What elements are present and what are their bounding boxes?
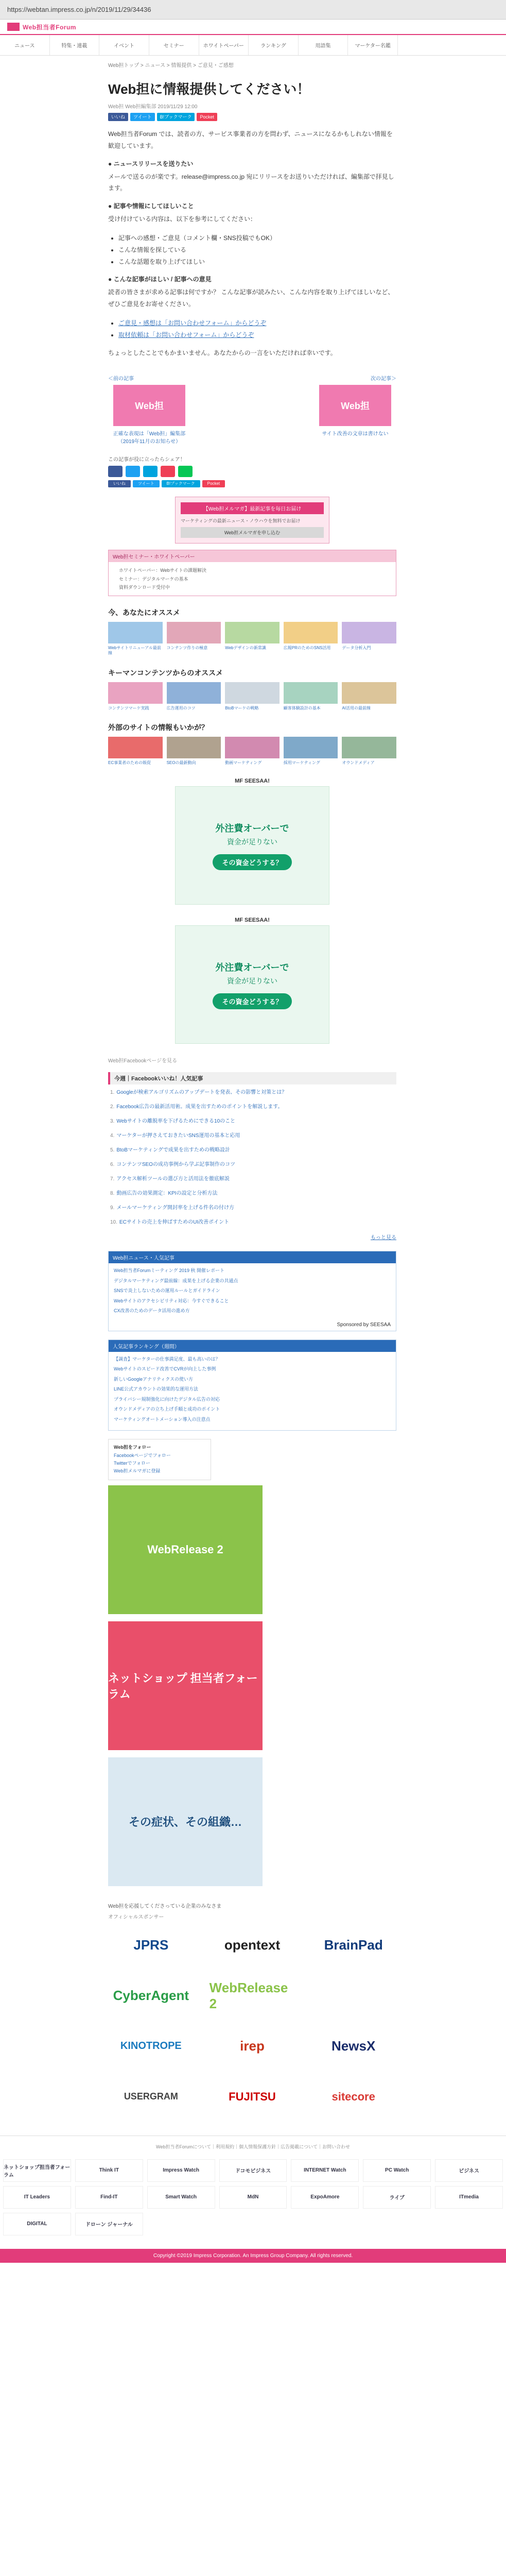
page-title: Web担に情報提供してください！: [108, 81, 310, 97]
seminar-link[interactable]: セミナー：デジタルマーケの基本: [119, 576, 188, 582]
recommend-tile[interactable]: Webサイトリニューアル最前線: [108, 622, 163, 656]
sponsored-label: Sponsored by SEESAA: [337, 1321, 391, 1328]
site-logo-icon[interactable]: [7, 23, 20, 31]
netshop-banner[interactable]: ネットショップ 担当者フォーラム: [108, 1621, 263, 1750]
follow-heading: Web担をフォロー: [114, 1445, 151, 1450]
gnav-item[interactable]: ニュース: [0, 35, 50, 55]
weekly-ranking-link[interactable]: オウンドメディアの立ち上げ手順と成功のポイント: [114, 1406, 220, 1412]
brand-header: [0, 20, 506, 35]
news-link[interactable]: デジタルマーケティング最前線：成果を上げる企業の共通点: [114, 1278, 238, 1283]
partner-logo[interactable]: ドローン ジャーナル: [75, 2213, 143, 2235]
news-box: [108, 1251, 396, 1331]
keyman-title: キーマンコンテンツからのオススメ: [108, 668, 223, 677]
ranking-list: [108, 1089, 396, 1227]
ranking-item[interactable]: 9. メールマーケティング開封率を上げる件名の付け方: [110, 1205, 234, 1211]
tile-image[interactable]: [225, 682, 280, 704]
external-tile[interactable]: オウンドメディア: [342, 737, 396, 766]
hatena-share-button[interactable]: B!ブックマーク: [157, 113, 195, 121]
gnav-item[interactable]: ホワイトペーパー: [199, 35, 249, 55]
external-tile[interactable]: 動画マーケティング: [225, 737, 280, 766]
copyright: Copyright ©2019 Impress Corporation. An Impress Group Company. All rights reserved.: [0, 2249, 506, 2263]
weekly-ranking-box: [108, 1340, 396, 1431]
weekly-ranking-link[interactable]: LINE公式アカウントの効果的な運用方法: [114, 1386, 198, 1392]
article-caption[interactable]: 正確な表現は「Web担」編集部（2019年11月のお知らせ）: [113, 431, 186, 445]
follow-box: [108, 1439, 211, 1480]
external-title: 外部のサイトの情報もいかが？: [108, 723, 209, 732]
ad-brand: MF SEESAA!: [235, 917, 270, 924]
tweet-button[interactable]: ツイート: [133, 480, 160, 487]
weekly-ranking-link[interactable]: プライバシー規制強化に向けたデジタル広告の対応: [114, 1396, 220, 1402]
keyman-tile[interactable]: BtoBマーケの戦略: [225, 682, 280, 711]
weekly-ranking-link[interactable]: マーケティングオートメーション導入の注意点: [114, 1416, 211, 1422]
share-counters: [108, 480, 396, 487]
follow-link[interactable]: Facebookページでフォロー: [114, 1452, 171, 1458]
ranking-item[interactable]: 2. Facebook広告の最新活用術。成果を出すためのポイントを解説します。: [110, 1104, 283, 1110]
ranking-item[interactable]: 6. コンテンツSEOの成功事例から学ぶ記事制作のコツ: [110, 1162, 235, 1168]
partner-logo[interactable]: Find-IT: [75, 2186, 143, 2209]
weekly-ranking-link[interactable]: Webサイトのスピード改善でCVRが向上した事例: [114, 1366, 216, 1372]
section-heading: ● こんな記事がほしい / 記事への意見: [108, 276, 212, 283]
closing-paragraph: ちょっとしたことでもかまいません。あなたからの一言をいただければ幸いです。: [108, 349, 337, 357]
prev-next-articles: [108, 374, 396, 445]
sponsor-label: オフィシャルスポンサー: [108, 1914, 164, 1920]
bullet-list: [118, 232, 396, 267]
facebook-icon[interactable]: [108, 466, 123, 477]
keyman-grid: [108, 682, 396, 711]
site-footer: [0, 2136, 506, 2263]
prev-article-card[interactable]: [108, 374, 190, 445]
tile-image[interactable]: [284, 682, 338, 704]
next-label[interactable]: 次の記事＞: [371, 376, 396, 382]
partner-logo[interactable]: Think IT: [75, 2159, 143, 2182]
external-tile[interactable]: SEOの最新動向: [167, 737, 221, 766]
bookmark-button[interactable]: B!ブックマーク: [162, 480, 200, 487]
article-meta: Web担 Web担編集部 2019/11/29 12:00: [108, 104, 198, 110]
gnav-item[interactable]: ランキング: [249, 35, 299, 55]
more-link[interactable]: もっと見る: [371, 1235, 396, 1241]
recommend-tile[interactable]: 広報PRのためのSNS活用: [284, 622, 338, 656]
sponsor-note: Web担を応援してくださっている企業のみなさま: [108, 1903, 222, 1909]
intro-paragraph: Web担当者Forum では、読者の方、サービス事業者の方を問わず、ニュースになるかもしれない情報を歓迎しています。: [108, 130, 393, 149]
sponsor-logo[interactable]: KINOTROPE: [120, 2040, 182, 2052]
breadcrumb[interactable]: Web担トップ > ニュース > 情報提供 > ご意見・ご感想: [108, 63, 234, 69]
partner-logo[interactable]: ExpoAmore: [291, 2186, 359, 2209]
tile-image[interactable]: [284, 737, 338, 758]
promo-heading: 【Web担メルマガ】最新記事を毎日お届け: [181, 502, 324, 514]
ad-cta-button[interactable]: その資金どうする？: [213, 854, 291, 870]
partner-logo[interactable]: DIGITAL: [3, 2213, 71, 2235]
keyman-tile[interactable]: 顧客体験設計の基本: [284, 682, 338, 711]
weekly-ranking-heading: 人気記事ランキング（週間）: [109, 1340, 396, 1352]
news-link[interactable]: CX改善のためのデータ活用の進め方: [114, 1308, 190, 1314]
external-grid: [108, 737, 396, 766]
recommend-grid: [108, 622, 396, 656]
recommend-tile[interactable]: Webデザインの新常識: [225, 622, 280, 656]
tile-image[interactable]: [342, 682, 396, 704]
gnav-item[interactable]: マーケター名鑑: [348, 35, 398, 55]
ad-creative[interactable]: 外注費オーバーで 資金が足りない その資金どうする？: [175, 925, 329, 1044]
ranking-item[interactable]: 3. Webサイトの離脱率を下げるためにできる10のこと: [110, 1118, 236, 1125]
section-heading: ● 記事や情報にしてほしいこと: [108, 202, 194, 210]
keyman-tile[interactable]: AI活用の最前線: [342, 682, 396, 711]
partner-logo[interactable]: Impress Watch: [147, 2159, 215, 2182]
recommend-title: 今、あなたにオススメ: [108, 608, 180, 617]
main-column: [108, 79, 396, 2115]
prev-label[interactable]: ＜前の記事: [108, 376, 134, 382]
news-heading: Web担ニュース・人気記事: [109, 1251, 396, 1263]
follow-link[interactable]: Web担メルマガに登録: [114, 1468, 161, 1474]
follow-link[interactable]: Twitterでフォロー: [114, 1461, 151, 1466]
news-link[interactable]: Web担当者Forumミーティング 2019 秋 開催レポート: [114, 1268, 224, 1274]
contact-link[interactable]: ご意見・感想は「お問い合わせフォーム」からどうぞ: [118, 319, 267, 327]
line-icon[interactable]: [178, 466, 193, 477]
advertisement[interactable]: [175, 917, 329, 1044]
weekly-ranking-link[interactable]: 【調査】マーケターの仕事満足度、最も高いのは？: [114, 1356, 220, 1362]
sponsor-logo[interactable]: sitecore: [331, 2090, 375, 2103]
article-caption[interactable]: サイト改善の文章は書けない: [322, 431, 389, 437]
news-link[interactable]: Webサイトのアクセシビリティ対応：今すぐできること: [114, 1298, 229, 1303]
seminar-link[interactable]: ホワイトペーパー：Webサイトの課題解決: [119, 568, 206, 573]
twitter-share-button[interactable]: ツイート: [130, 113, 155, 121]
gnav-item[interactable]: イベント: [99, 35, 149, 55]
tile-image[interactable]: [167, 682, 221, 704]
list-item: • こんな話題を取り上げてほしい: [118, 256, 396, 268]
sponsor-logo[interactable]: JPRS: [133, 1937, 169, 1953]
tile-image[interactable]: [167, 737, 221, 758]
partner-logo[interactable]: ネットショップ担当者フォーラム: [3, 2159, 71, 2182]
url-text: https://webtan.impress.co.jp/n/2019/11/29/34436: [7, 6, 151, 13]
ranking-item[interactable]: 1. Googleが検索アルゴリズムのアップデートを発表、その影響と対策とは？: [110, 1090, 287, 1096]
sponsor-logo[interactable]: WebRelease 2: [209, 1979, 288, 2011]
gnav-item[interactable]: 特集・連載: [50, 35, 100, 55]
partner-logo[interactable]: ビジネス: [435, 2159, 503, 2182]
external-tile[interactable]: EC事業者のための販促: [108, 737, 163, 766]
ranking-item[interactable]: 8. 動画広告の効果測定：KPIの設定と分析方法: [110, 1191, 218, 1197]
seminar-link[interactable]: 資料ダウンロード受付中: [119, 584, 170, 590]
section-paragraph: メールで送るのが楽です。release@impress.co.jp 宛にリリースをお送りいただければ、編集部で拝見します。: [108, 173, 394, 192]
external-tile[interactable]: 採用マーケティング: [284, 737, 338, 766]
footer-links[interactable]: Web担当者Forumについて｜利用規約｜個人情報保護方針｜広告掲載について｜お問い合わせ: [156, 2144, 350, 2149]
ad-cta-button[interactable]: その資金どうする？: [213, 993, 291, 1009]
tile-image[interactable]: [167, 622, 221, 643]
tile-image[interactable]: [108, 737, 163, 758]
partner-logo[interactable]: PC Watch: [363, 2159, 431, 2182]
pocket-button[interactable]: Pocket: [202, 480, 225, 487]
recommend-tile[interactable]: コンテンツ作りの極意: [167, 622, 221, 656]
sponsor-logo[interactable]: NewsX: [331, 2038, 376, 2054]
tile-image[interactable]: [342, 737, 396, 758]
keyman-tile[interactable]: 広告運用のコツ: [167, 682, 221, 711]
ranking-item[interactable]: 10. ECサイトの売上を伸ばすためのUI改善ポイント: [110, 1219, 230, 1226]
sponsor-logo[interactable]: USERGRAM: [124, 2091, 178, 2102]
ad-creative[interactable]: 外注費オーバーで 資金が足りない その資金どうする？: [175, 786, 329, 905]
seminar-heading: Web担セミナー・ホワイトペーパー: [109, 550, 396, 562]
webrelease-banner[interactable]: WebRelease 2: [108, 1485, 263, 1614]
sponsor-logo[interactable]: opentext: [224, 1937, 281, 1953]
section-paragraph: 受け付けている内容は、以下を参考にしてください：: [108, 215, 257, 223]
like-button[interactable]: いいね: [108, 480, 131, 487]
seminar-box: [108, 550, 396, 596]
hatena-icon[interactable]: [143, 466, 158, 477]
news-link[interactable]: SNSで炎上しないための運用ルールとガイドライン: [114, 1288, 220, 1294]
partner-logo[interactable]: INTERNET Watch: [291, 2159, 359, 2182]
facebook-page-link[interactable]: Web担Facebookページを見る: [108, 1058, 178, 1064]
ranking-item[interactable]: 4. マーケターが押さえておきたいSNS運用の基本と応用: [110, 1133, 240, 1139]
tile-image[interactable]: [284, 622, 338, 643]
partner-logo[interactable]: MdN: [219, 2186, 287, 2209]
partner-logos: [0, 2159, 506, 2235]
article-thumbnail[interactable]: Web担: [319, 385, 391, 426]
article-thumbnail[interactable]: Web担: [113, 385, 185, 426]
partner-logo[interactable]: ドコモビジネス: [219, 2159, 287, 2182]
newsletter-promo: [175, 497, 329, 544]
social-icons: [108, 466, 396, 477]
browser-address-bar[interactable]: [0, 0, 506, 20]
recommend-tile[interactable]: データ分析入門: [342, 622, 396, 656]
sponsor-logo[interactable]: BrainPad: [324, 1937, 383, 1953]
bullet-list: [118, 317, 396, 341]
consulting-banner[interactable]: その症状、その組織…: [108, 1757, 263, 1886]
banner-ads: [108, 1485, 263, 1886]
pocket-icon[interactable]: [161, 466, 175, 477]
ranking-item[interactable]: 7. アクセス解析ツールの選び方と活用法を徹底解説: [110, 1176, 230, 1182]
facebook-share-button[interactable]: いいね: [108, 113, 128, 121]
sponsor-logo[interactable]: CyberAgent: [113, 1988, 189, 2004]
partner-logo[interactable]: ライブ: [363, 2186, 431, 2209]
gnav-item[interactable]: セミナー: [149, 35, 199, 55]
weekly-ranking-link[interactable]: 新しいGoogleアナリティクスの使い方: [114, 1376, 194, 1382]
keyman-tile[interactable]: コンテンツマーケ実践: [108, 682, 163, 711]
contact-link[interactable]: 取材依頼は「お問い合わせフォーム」からどうぞ: [118, 331, 254, 338]
sponsor-logo: [310, 1978, 396, 2014]
ad-brand: MF SEESAA!: [235, 778, 270, 785]
gnav-item[interactable]: 用語集: [299, 35, 348, 55]
promo-text: マーケティングの最新ニュース・ノウハウを無料でお届け: [181, 518, 301, 524]
site-name[interactable]: Web担当者Forum: [23, 23, 76, 31]
sponsor-logo[interactable]: FUJITSU: [229, 2090, 276, 2103]
partner-logo[interactable]: Smart Watch: [147, 2186, 215, 2209]
twitter-icon[interactable]: [126, 466, 140, 477]
share-buttons: [108, 113, 396, 121]
partner-logo[interactable]: ITmedia: [435, 2186, 503, 2209]
partner-logo[interactable]: IT Leaders: [3, 2186, 71, 2209]
section-heading: ● ニュースリリースを送りたい: [108, 160, 194, 167]
tile-image[interactable]: [342, 622, 396, 643]
list-item[interactable]: [118, 329, 396, 341]
advertisement[interactable]: [175, 778, 329, 905]
section-paragraph: 読者の皆さまが求める記事は何ですか？ こんな記事が読みたい、こんな内容を取り上げてほしいなど、ぜひご意見をお寄せください。: [108, 289, 394, 308]
list-item[interactable]: [118, 317, 396, 329]
ranking-item[interactable]: 5. BtoBマーケティングで成果を出すための戦略設計: [110, 1147, 230, 1154]
share-prompt: この記事が役に立ったらシェア！: [108, 457, 185, 463]
article-body: [108, 128, 396, 359]
list-item: • 記事への感想・ご意見（コメント欄・SNS投稿でもOK）: [118, 232, 396, 244]
list-item: • こんな情報を探している: [118, 244, 396, 256]
sponsor-logo[interactable]: irep: [240, 2038, 265, 2054]
tile-image[interactable]: [108, 682, 163, 704]
next-article-card[interactable]: [314, 374, 396, 445]
tile-image[interactable]: [225, 622, 280, 643]
tile-image[interactable]: [108, 622, 163, 643]
ranking-heading: 今週｜Facebookいいね！人気記事: [108, 1072, 396, 1084]
newsletter-signup-button[interactable]: Web担メルマガを申し込む: [181, 527, 324, 538]
global-navigation: [0, 35, 506, 56]
sponsor-grid: [108, 1927, 396, 2115]
tile-image[interactable]: [225, 737, 280, 758]
pocket-share-button[interactable]: Pocket: [197, 113, 217, 121]
